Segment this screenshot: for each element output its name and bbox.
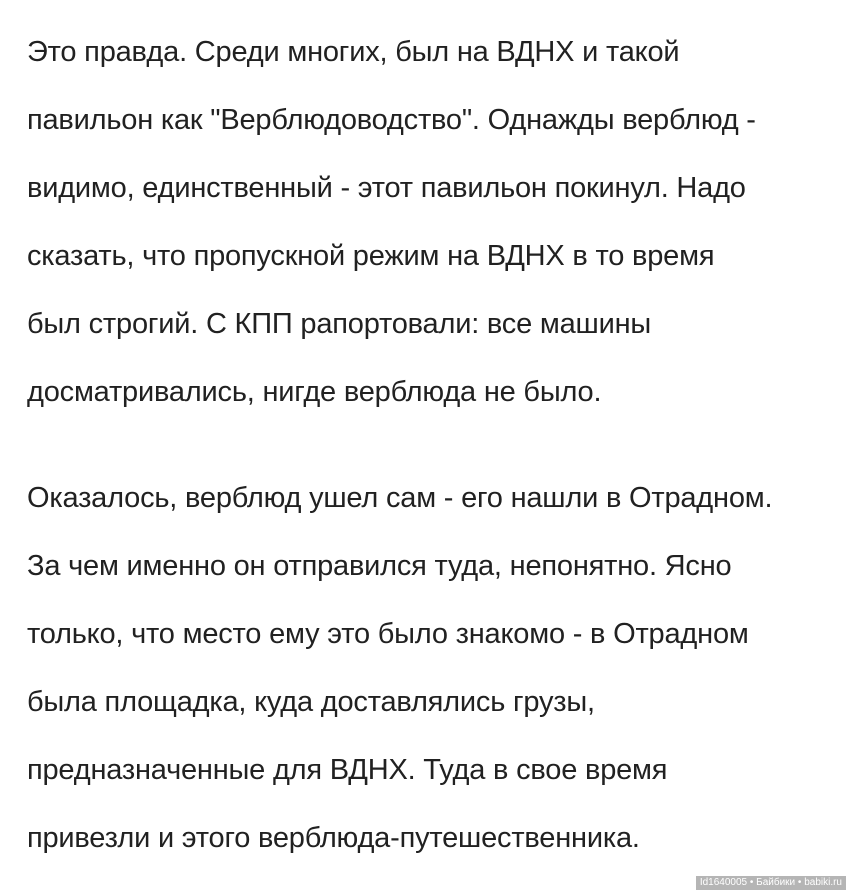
text-line: сказать, что пропускной режим на ВДНХ в то время (27, 240, 715, 272)
paragraph-2 (27, 464, 772, 872)
text-line: только, что место ему это было знакомо - в Отрадном (27, 618, 749, 650)
text-line: предназначенные для ВДНХ. Туда в свое время (27, 754, 668, 786)
watermark: Id1640005 • Байбики • babiki.ru (696, 876, 846, 890)
text-line: Это правда. Среди многих, был на ВДНХ и такой (27, 36, 680, 68)
text-line: была площадка, куда доставлялись грузы, (27, 686, 595, 718)
text-line: видимо, единственный - этот павильон покинул. Надо (27, 172, 746, 204)
text-line: досматривались, нигде верблюда не было. (27, 376, 602, 408)
text-line: был строгий. С КПП рапортовали: все машины (27, 308, 652, 340)
paragraph-1 (27, 18, 756, 426)
text-line: Оказалось, верблюд ушел сам - его нашли в Отрадном. (27, 482, 773, 514)
text-line: привезли и этого верблюда-путешественника. (27, 822, 640, 854)
text-line: За чем именно он отправился туда, непонятно. Ясно (27, 550, 732, 582)
text-line: павильон как "Верблюдоводство". Однажды верблюд - (27, 104, 756, 136)
